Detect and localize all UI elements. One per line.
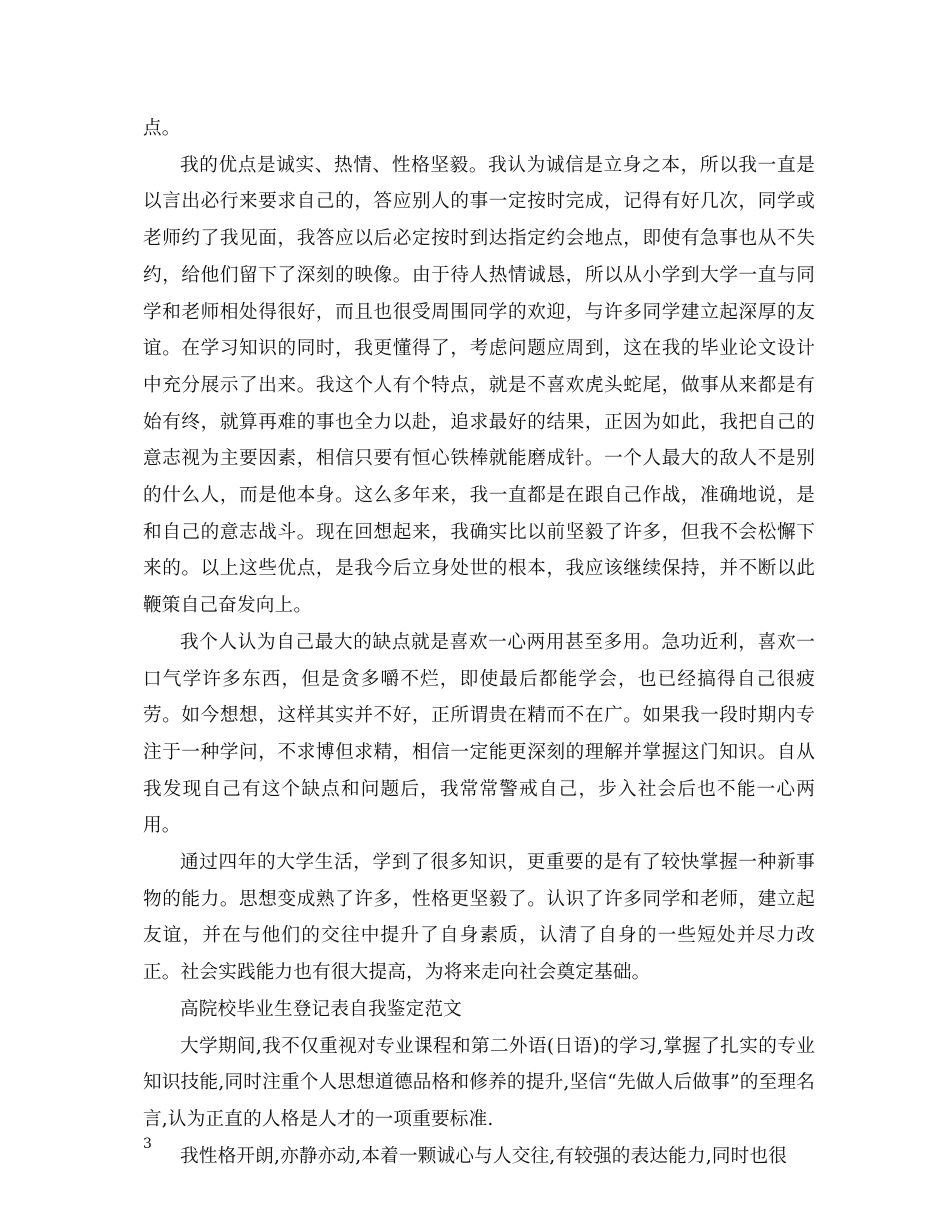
paragraph-summary: 通过四年的大学生活，学到了很多知识，更重要的是有了较快掌握一种新事物的能力。思想变成熟了许多，性格更坚毅了。认识了许多同学和老师，建立起友谊，并在与他们的交往中提升了自身素质，认清了自身的一些短处并尽力改正。社会实践能力也有很大提高，为将来走向社会奠定基础。 [143,852,815,984]
page-number: 3 [143,1136,152,1152]
body-text [143,111,815,1175]
section-heading: 高院校毕业生登记表自我鉴定范文 [180,998,462,1020]
paragraph-university-study: 大学期间,我不仅重视对专业课程和第二外语(日语)的学习,掌握了扎实的专业知识技能,同时注重个人思想道德品格和修养的提升,坚信“先做人后做事”的至理名言,认为正直的人格是人才的一项重要标准. [143,1035,815,1130]
paragraph-continuation: 点。 [143,118,181,139]
paragraph-personality: 我性格开朗,亦静亦动,本着一颗诚心与人交往,有较强的表达能力,同时也很 [180,1145,788,1167]
paragraph-strengths: 我的优点是诚实、热情、性格坚毅。我认为诚信是立身之本，所以我一直是以言出必行来要求自己的，答应别人的事一定按时完成，记得有好几次，同学或老师约了我见面，我答应以后必定按时到达指定约会地点，即使有急事也从不失约，给他们留下了深刻的映像。由于待人热情诚恳，所以从小学到大学一直与同学和老师相处得很好，而且也很受周围同学的欢迎，与许多同学建立起深厚的友谊。在学习知识的同时，我更懂得了，考虑问题应周到，这在我的毕业论文设计中充分展示了出来。我这个人有个特点，就是不喜欢虎头蛇尾，做事从来都是有始有终，就算再难的事也全力以赴，追求最好的结果，正因为如此，我把自己的意志视为主要因素，相信只要有恒心铁棒就能磨成针。一个人最大的敌人不是别的什么人，而是他本身。这么多年来，我一直都是在跟自己作战，准确地说，是和自己的意志战斗。现在回想起来，我确实比以前坚毅了许多，但我不会松懈下来的。以上这些优点，是我今后立身处世的根本，我应该继续保持，并不断以此鞭策自己奋发向上。 [143,154,815,617]
paragraph-weaknesses: 我个人认为自己最大的缺点就是喜欢一心两用甚至多用。急功近利，喜欢一口气学许多东西，但是贪多嚼不烂，即使最后都能学会，也已经搞得自己很疲劳。如今想想，这样其实并不好，正所谓贵在精而不在广。如果我一段时期内专注于一种学问，不求博但求精，相信一定能更深刻的理解并掌握这门知识。自从我发现自己有这个缺点和问题后，我常常警戒自己，步入社会后也不能一心两用。 [143,631,815,837]
